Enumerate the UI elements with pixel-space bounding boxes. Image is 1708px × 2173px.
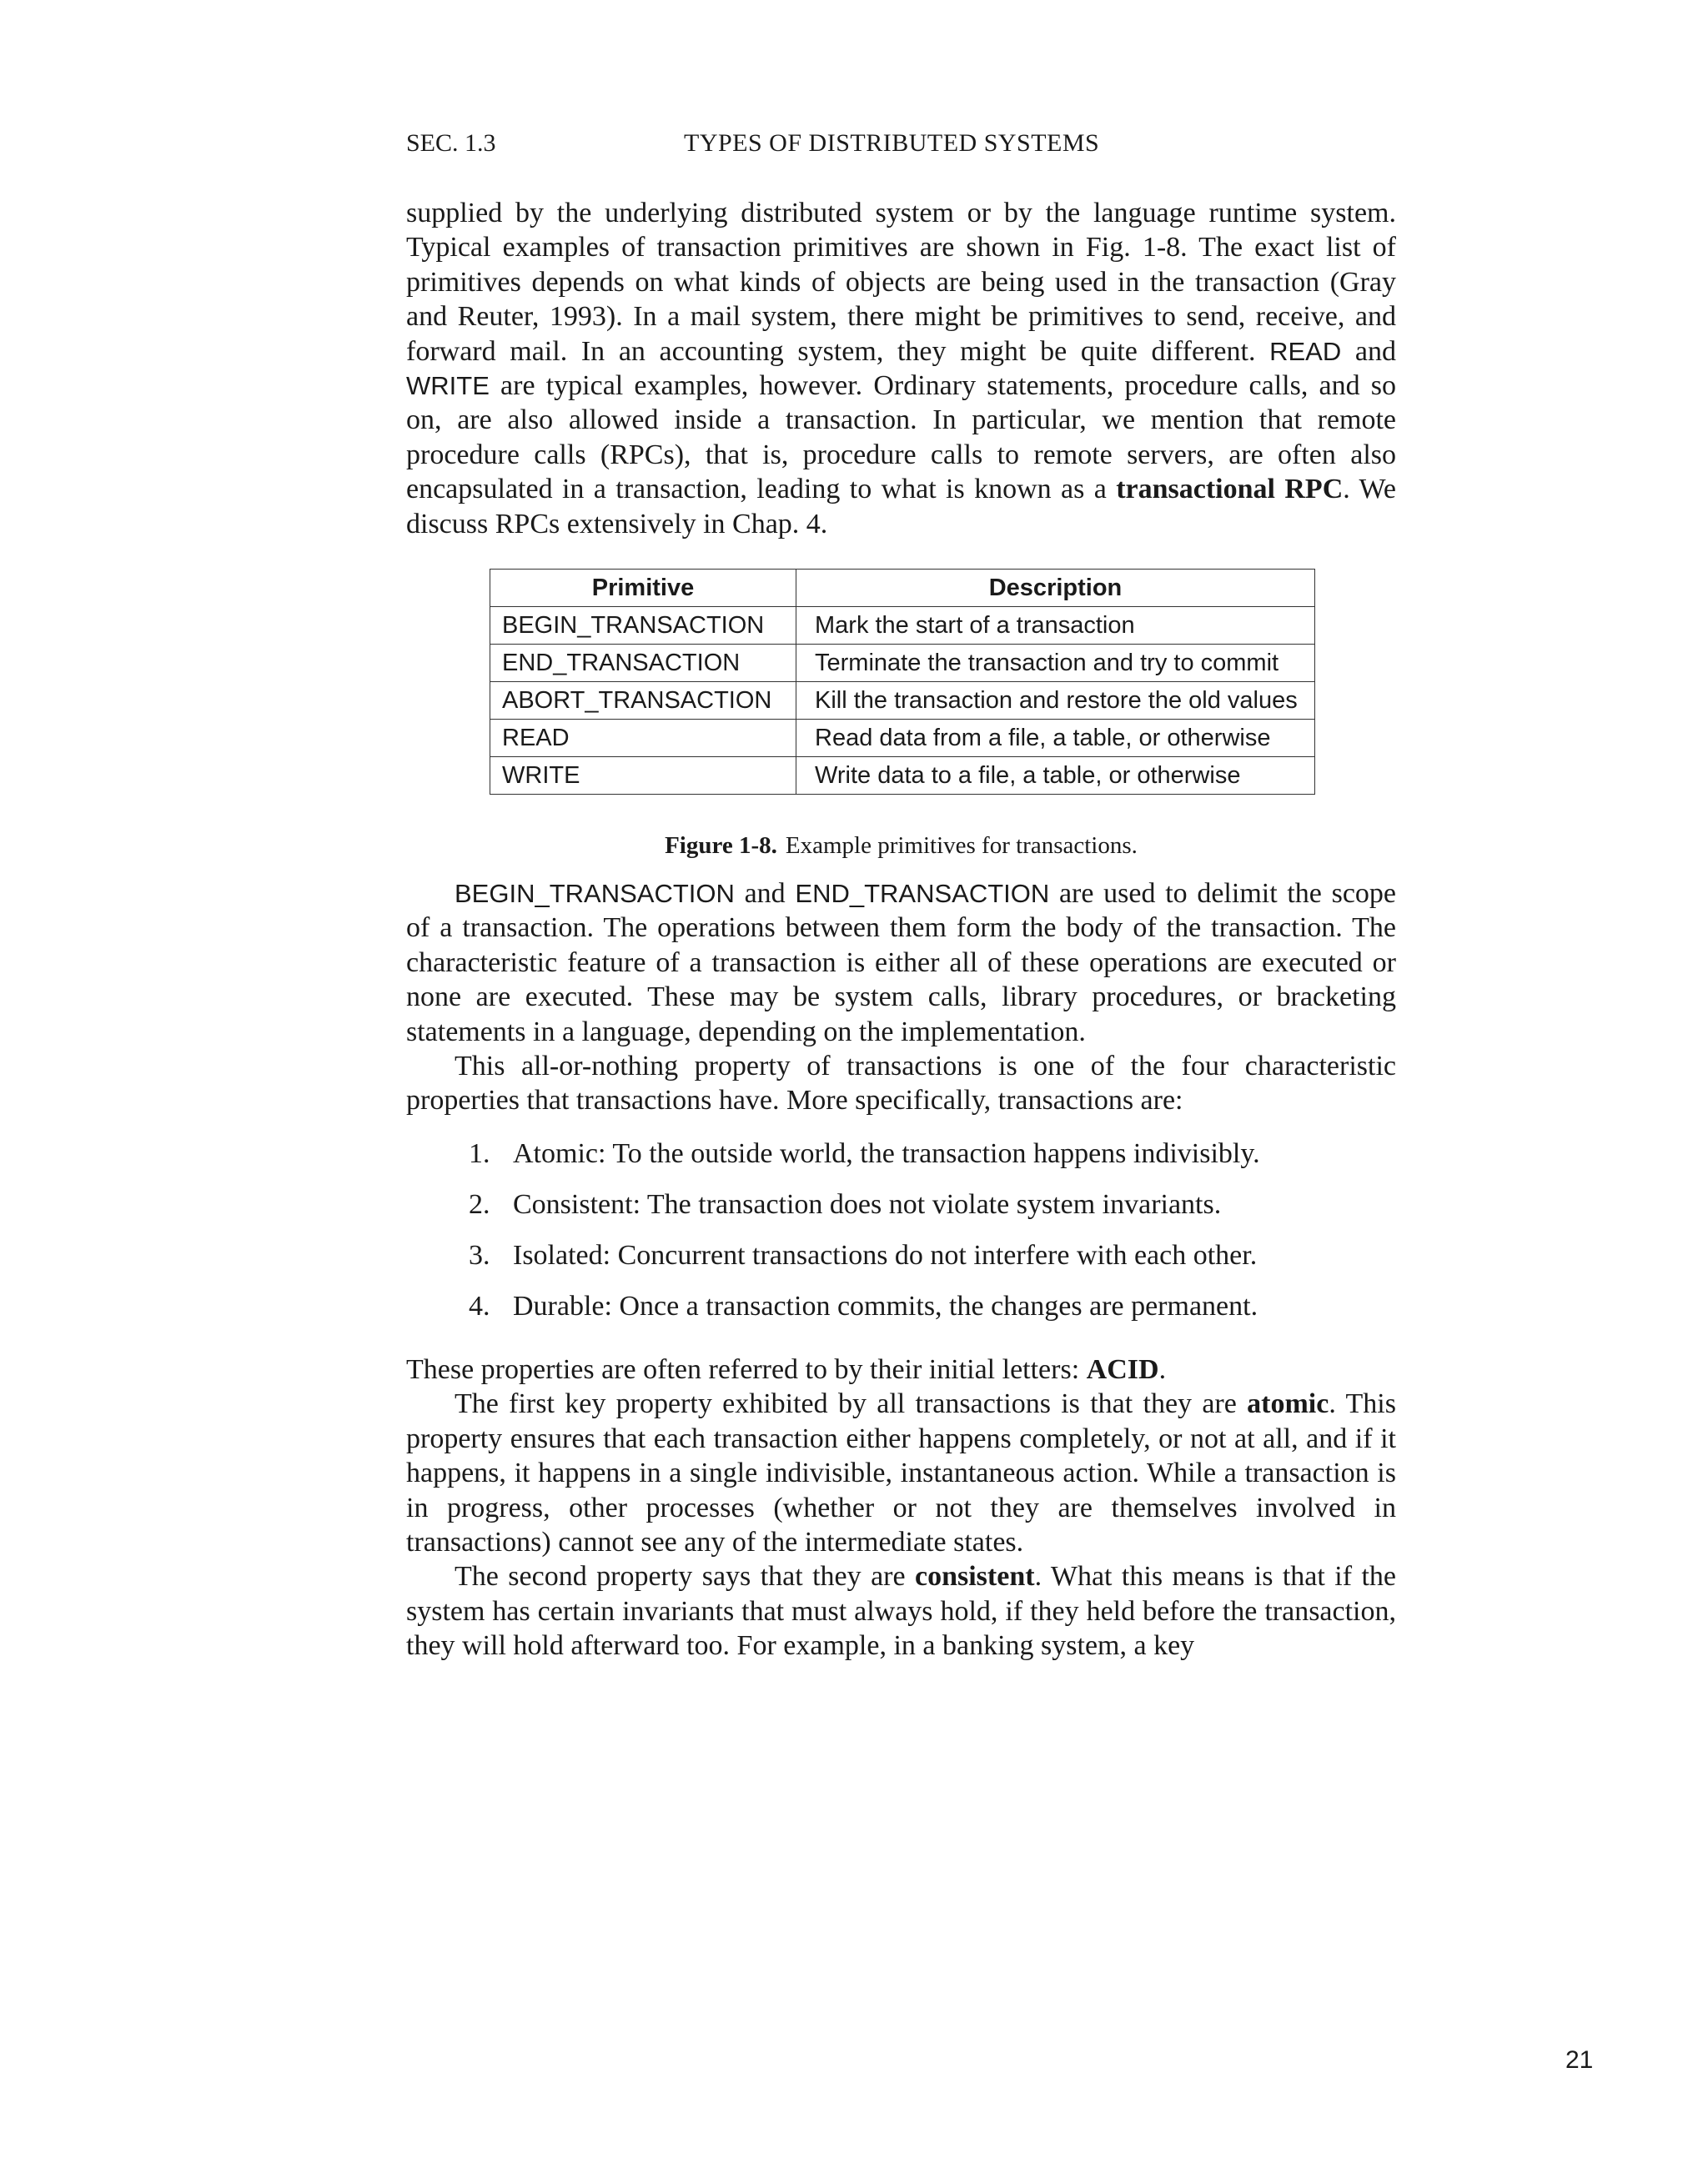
table-cell: Write data to a file, a table, or otherwise (796, 757, 1315, 795)
table-row (490, 682, 1315, 720)
column-header-description: Description (796, 570, 1315, 607)
paragraph-group-delimit (406, 876, 1396, 1118)
term-acid: ACID (1086, 1354, 1159, 1385)
paragraph: The second property says that they are consistent. What this means is that if the system has certain invariants that must always hold, if they held before the transaction, they will hold afterward too. For example, in a banking system, a key (406, 1561, 1396, 1662)
table-cell: Kill the transaction and restore the old values (796, 682, 1315, 720)
paragraph: supplied by the underlying distributed system or by the language runtime system. Typical examples of transaction primitives are shown in Fig. 1-8. The exact list of primitives depends on what kinds of objects are being used in the transaction (Gray and Reuter, 1993). In a mail system, there might be primitives to send, receive, and forward mail. In an accounting system, they might be quite different. READ and WRITE are typical examples, however. Ordinary statements, procedure calls, and so on, are also allowed inside a transaction. In particular, we mention that remote procedure calls (RPCs), that is, procedure calls to remote servers, are often also encapsulated in a transaction, leading to what is known as a transactional RPC. We discuss RPCs extensively in Chap. 4. (406, 198, 1396, 539)
list-item: 4. Durable: Once a transaction commits, the changes are permanent. (469, 1291, 1258, 1322)
table-cell: Mark the start of a transaction (796, 607, 1315, 645)
paragraph: BEGIN_TRANSACTION and END_TRANSACTION are used to delimit the scope of a transaction. The operations between them form the body of the transaction. The characteristic feature of a transaction is either all of these operations are executed or none are executed. These may be system calls, library procedures, or bracketing statements in a language, depending on the implementation. (406, 878, 1397, 1047)
list-item: 2. Consistent: The transaction does not violate system invariants. (469, 1189, 1222, 1220)
code-write: WRITE (406, 371, 490, 401)
table-cell: Read data from a file, a table, or otherwise (796, 720, 1315, 757)
paragraph: This all-or-nothing property of transactions is one of the four characteristic properties that transactions have. More specifically, transactions are: (406, 1051, 1396, 1117)
table-row (490, 720, 1315, 757)
code-read: READ (1269, 336, 1342, 366)
table-cell: ABORT_TRANSACTION (490, 682, 796, 720)
code-begin-transaction: BEGIN_TRANSACTION (455, 879, 735, 908)
table-cell: Terminate the transaction and try to commit (796, 645, 1315, 682)
page-number: 21 (1565, 2046, 1594, 2074)
code-end-transaction: END_TRANSACTION (795, 879, 1050, 908)
primitives-table (490, 569, 1315, 795)
table-row (490, 645, 1315, 682)
column-header-primitive: Primitive (490, 570, 796, 607)
table-row (490, 607, 1315, 645)
table-row (490, 757, 1315, 795)
table-cell: WRITE (490, 757, 796, 795)
term-transactional-rpc: transactional RPC (1116, 474, 1344, 505)
table-cell: END_TRANSACTION (490, 645, 796, 682)
paragraph-group-acid (406, 1352, 1396, 1664)
table-cell: READ (490, 720, 796, 757)
figure-label: Figure 1-8. (665, 832, 777, 859)
paragraph-transaction-primitives (406, 196, 1396, 541)
section-label: SEC. 1.3 (406, 129, 496, 157)
list-item: 3. Isolated: Concurrent transactions do not interfere with each other. (469, 1240, 1258, 1271)
term-atomic: atomic (1247, 1388, 1329, 1420)
table-cell: BEGIN_TRANSACTION (490, 607, 796, 645)
figure-caption (406, 832, 1396, 860)
table-header-row (490, 570, 1315, 607)
list-item: 1. Atomic: To the outside world, the transaction happens indivisibly. (469, 1138, 1260, 1169)
chapter-title: TYPES OF DISTRIBUTED SYSTEMS (684, 129, 1100, 157)
paragraph: These properties are often referred to by their initial letters: ACID. (406, 1354, 1167, 1385)
acid-properties-list (406, 1137, 1396, 1340)
figure-caption-text: Example primitives for transactions. (785, 832, 1138, 859)
term-consistent: consistent (915, 1561, 1035, 1593)
paragraph: The first key property exhibited by all transactions is that they are atomic. This property ensures that each transaction either happens completely, or not at all, and if it happens, it happens in a single indivisible, instantaneous action. While a transaction is in progress, other processes (whether or not they are themselves involved in transactions) cannot see any of the intermediate states. (406, 1388, 1396, 1558)
running-head (406, 129, 1396, 163)
